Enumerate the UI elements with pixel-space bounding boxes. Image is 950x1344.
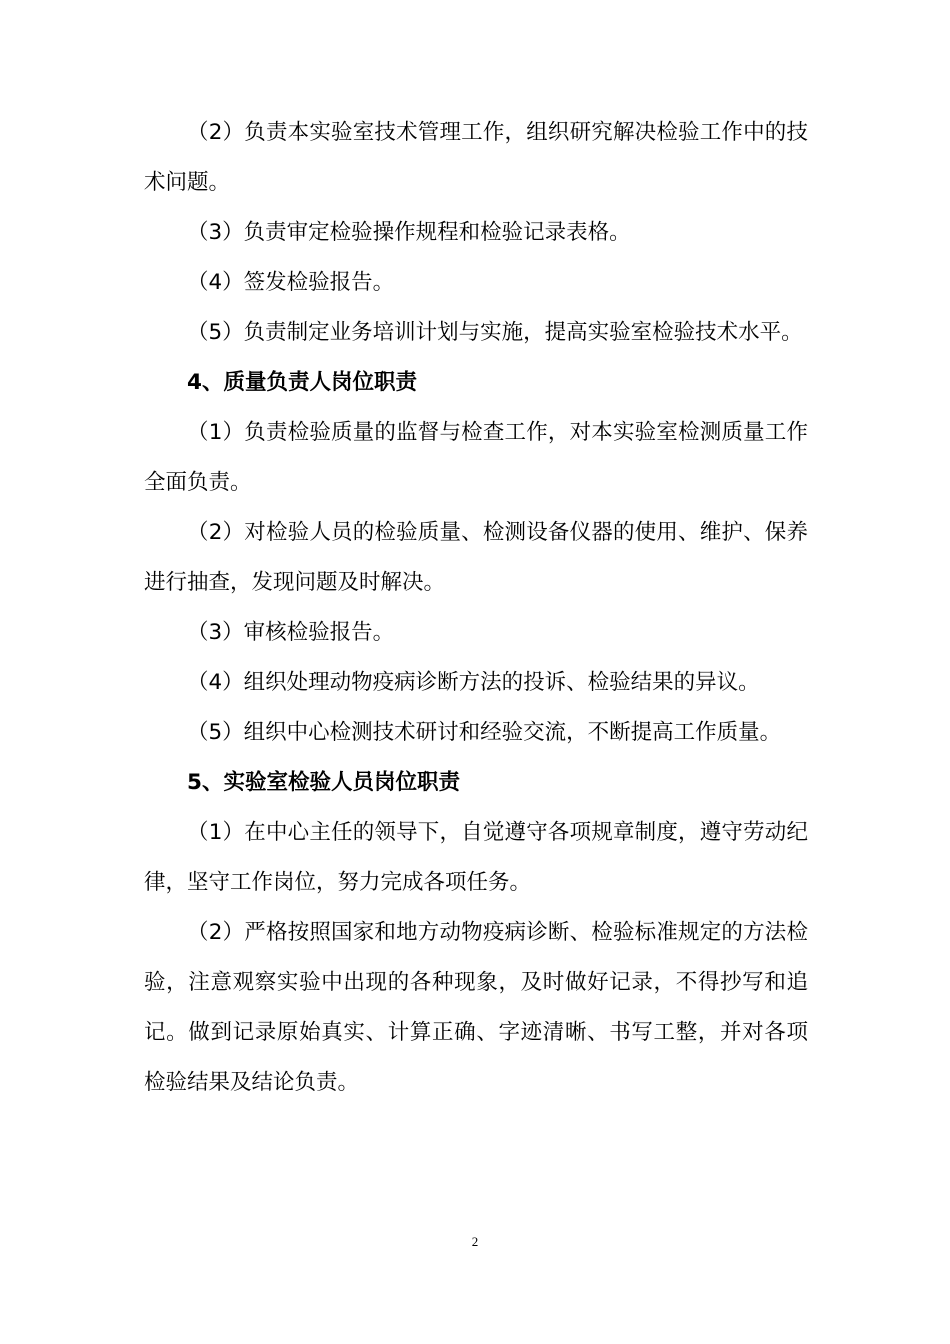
- paragraph-4-5: （5）组织中心检测技术研讨和经验交流，不断提高工作质量。: [187, 720, 782, 745]
- section-heading-5: 5、实验室检验人员岗位职责: [187, 770, 460, 795]
- section-heading-4: 4、质量负责人岗位职责: [187, 370, 417, 395]
- paragraph-4-2: （2）对检验人员的检验质量、检测设备仪器的使用、维护、保养进行抽查，发现问题及时解决。: [144, 520, 808, 595]
- paragraph-4-1: （1）负责检验质量的监督与检查工作，对本实验室检测质量工作全面负责。: [144, 420, 808, 495]
- paragraph-5-1: （1）在中心主任的领导下，自觉遵守各项规章制度，遵守劳动纪律，坚守工作岗位，努力完成各项任务。: [144, 820, 808, 895]
- paragraph-2-5: （5）负责制定业务培训计划与实施，提高实验室检验技术水平。: [187, 320, 803, 345]
- page-number: 2: [471, 1234, 479, 1249]
- paragraph-5-2: （2）严格按照国家和地方动物疫病诊断、检验标准规定的方法检验，注意观察实验中出现的各种现象，及时做好记录，不得抄写和追记。做到记录原始真实、计算正确、字迹清晰、书写工整，并对各项检验结果及结论负责。: [144, 920, 808, 1095]
- document-body: [144, 108, 808, 1108]
- paragraph-4-4: （4）组织处理动物疫病诊断方法的投诉、检验结果的异议。: [187, 670, 760, 695]
- paragraph-4-3: （3）审核检验报告。: [187, 620, 395, 645]
- paragraph-2-2: （2）负责本实验室技术管理工作，组织研究解决检验工作中的技术问题。: [144, 120, 808, 195]
- paragraph-2-3: （3）负责审定检验操作规程和检验记录表格。: [187, 220, 631, 245]
- paragraph-2-4: （4）签发检验报告。: [187, 270, 395, 295]
